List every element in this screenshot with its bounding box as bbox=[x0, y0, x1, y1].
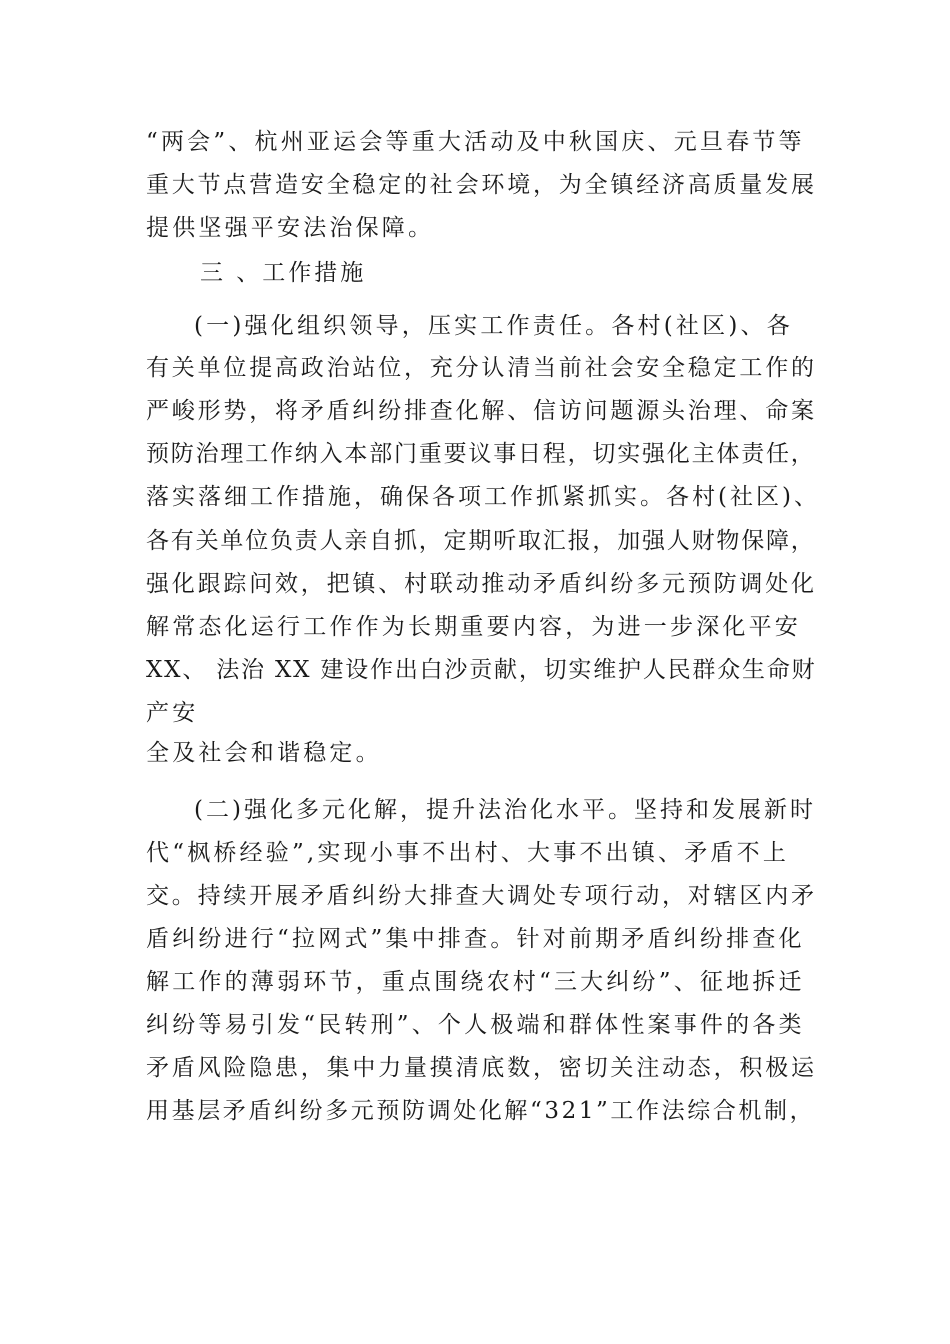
paragraph-line: 全及社会和谐稳定。 bbox=[146, 740, 382, 766]
paragraph-line: 预防治理工作纳入本部门重要议事日程，切实强化主体责任， bbox=[146, 441, 816, 467]
paragraph-line: 严峻形势，将矛盾纠纷排查化解、信访问题源头治理、命案 bbox=[146, 398, 817, 424]
paragraph-line: 强化跟踪问效，把镇、村联动推动矛盾纠纷多元预防调处化 bbox=[146, 571, 817, 597]
paragraph-line: 矛盾风险隐患，集中力量摸清底数，密切关注动态，积极运 bbox=[146, 1055, 817, 1081]
paragraph-line: 各有关单位负责人亲自抓，定期听取汇报，加强人财物保障， bbox=[146, 528, 816, 554]
paragraph-line: 代“枫桥经验”,实现小事不出村、大事不出镇、矛盾不上 bbox=[146, 840, 790, 866]
paragraph-line: 重大节点营造安全稳定的社会环境，为全镇经济高质量发展 bbox=[146, 172, 817, 198]
paragraph-line: 落实落细工作措施，确保各项工作抓紧抓实。各村(社区)、 bbox=[146, 484, 820, 510]
section-heading: 三 、工作措施 bbox=[200, 260, 367, 286]
paragraph-line: 纠纷等易引发“民转刑”、个人极端和群体性案事件的各类 bbox=[146, 1012, 805, 1038]
paragraph-line: 解工作的薄弱环节，重点围绕农村“三大纠纷”、征地拆迁 bbox=[146, 969, 805, 995]
paragraph-line: 产安 bbox=[146, 700, 199, 726]
paragraph-line: (一)强化组织领导，压实工作责任。各村(社区)、各 bbox=[194, 313, 793, 339]
paragraph-line: “两会”、杭州亚运会等重大活动及中秋国庆、元旦春节等 bbox=[146, 129, 805, 155]
paragraph-line: 交。持续开展矛盾纠纷大排查大调处专项行动，对辖区内矛 bbox=[146, 883, 817, 909]
paragraph-line: 盾纠纷进行“拉网式”集中排查。针对前期矛盾纠纷排查化 bbox=[146, 926, 805, 952]
paragraph-line: 解常态化运行工作作为长期重要内容，为进一步深化平安 bbox=[146, 614, 801, 640]
paragraph-line: 用基层矛盾纠纷多元预防调处化解“321”工作法综合机制， bbox=[146, 1098, 816, 1124]
paragraph-line: (二)强化多元化解，提升法治化水平。坚持和发展新时 bbox=[194, 797, 816, 823]
paragraph-line: 提供坚强平安法治保障。 bbox=[146, 215, 435, 241]
paragraph-line: 有关单位提高政治站位，充分认清当前社会安全稳定工作的 bbox=[146, 355, 817, 381]
paragraph-line: XX、 法治 XX 建设作出白沙贡献，切实维护人民群众生命财 bbox=[146, 657, 817, 683]
